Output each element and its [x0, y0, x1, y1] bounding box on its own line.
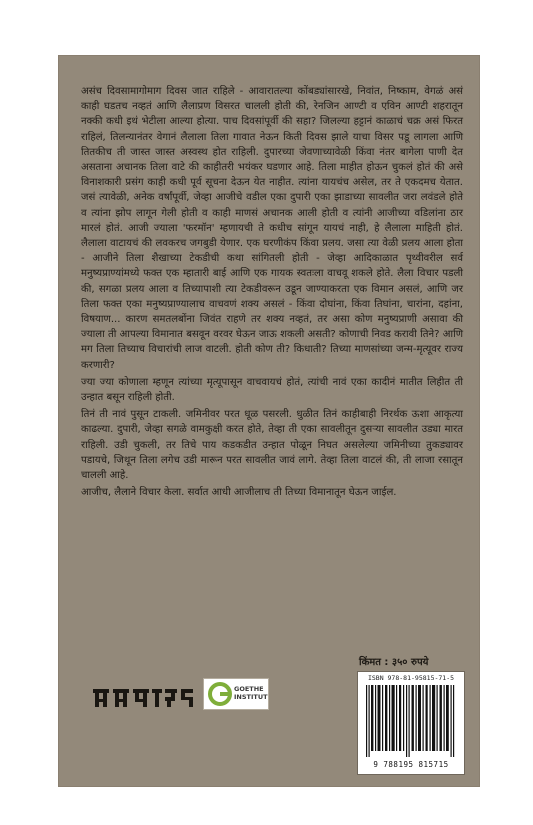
goethe-institut-logo — [203, 678, 269, 710]
publisher-logo — [93, 682, 193, 712]
goethe-emblem-icon — [207, 681, 233, 707]
barcode-label — [357, 671, 465, 775]
paragraph: ज्या ज्या कोणाला म्हणून त्यांच्या मृत्यूपासून वाचवायचं होतं, त्यांची नावं एका कादीनं मातीत लिहीत ती उन्हात बसून राहिली होती. — [81, 376, 463, 404]
price-label: किंमत : ३५० रुपये — [359, 657, 429, 668]
paragraph: असंच दिवसामागोमाग दिवस जात राहिले - आवारातल्या कोंबड्यांसारखे, निवांत, निष्काम, वेगळं असं काही घडतच नव्हतं आणि लैलाप्रण विसरत चालली होती की, रेनजिन आण्टी व एविन आण्टी शहरातून नक्की कधी इथं भेटीला आल्या होत्या. पाच दिवसांपूर्वी की सहा? जिलल्या हट्टानं काळाचं चक्र असं फिरत राहिलं, तिलन्यानंतर वेगानं लैलाला तिला गावात नेऊन किती दिवस झाले याचा विसर पडू लागला आणि तितकीच ती जास्त जास्त अस्वस्थ होत राहिली. दुपारच्या जेवणाच्यावेळी किंवा नंतर बागेला पाणी देत असताना अचानक तिला वाटे की काहीतरी भयंकर घडणार आहे. तिला माहीत होऊन चुकलं होतं की असे विनाशकारी प्रसंग काही कधी पूर्व सूचना देऊन येत नाहीत. त्यांना यायचंच असेल, तर ते एकदमच येतात. जसं त्यावेळी, अनेक वर्षांपूर्वी, जेव्हा आजीचे वडील एका दुपारी एका झाडाच्या सावलीत जरा लवंडले होते व त्यांना झोप लागून गेली होती व काही माणसं अचानक आली होती व त्यांनी आजीच्या वडिलांना ठार मारलं होतं. आजी ज्याला 'फरमॉन' म्हणायची ते कधीच सांगून यायचं नाही, हे लैलाला माहिती होतं. लैलाला वाटायचं की लवकरच जगबुडी येणार. एक घरणीकंप किंवा प्रलय. जसा त्या वेळी प्रलय आला होता - आजीने तिला शैखाच्या टेकडीची कथा सांगितली होती - जेव्हा आदिकाळात पृथ्वीवरील सर्व मनुष्यप्राण्यांमध्ये फक्त एक म्हातारी बाई आणि एक गायक स्वतःला वाचवू शकले होते. लैला विचार पडली की, सगळा प्रलय आला व तिच्यापाशी त्या टेकडीवरून उडून जाण्याकरता एक विमान असलं, आणि जर तिला फक्त एका मनुष्यप्राण्यालाच वाचवणं शक्य असलं - किंवा दोघांना, किंवा तिघांना, चारांना, दहांना, विषयाण... कारण समतलबोंना जिवंत राहणे तर शक्य नव्हतं, तर असा कोण मनुष्यप्राणी असावा की ज्याला ती आपल्या विमानात बसवून वरवर घेऊन जाऊ शकली असती? कोणाची निवड करावी तिने? आणि मग तिला तिच्याच विचारांची लाज वाटली. होती कोण ती? किधाती? तिच्या माणसांच्या जन्म-मृत्यूवर राज्य करणारी? — [81, 86, 463, 371]
goethe-text: GOETHE INSTITUT — [234, 685, 268, 701]
barcode-icon — [364, 685, 458, 757]
blurb-text — [81, 84, 463, 502]
book-back-cover — [59, 56, 479, 786]
isbn-text: ISBN 978-81-95815-71-5 — [367, 674, 455, 682]
paragraph: आजीच, लैलाने विचार केला. सर्वात आधी आजीलाच ती तिच्या विमानातून घेऊन जाईल. — [81, 487, 397, 499]
barcode-number: 9 788195 815715 — [373, 760, 449, 769]
paragraph: तिनं ती नावं पुसून टाकली. जमिनीवर परत धूळ पसरली. धुळीत तिनं काहीबाही निरर्थक ऊशा आकृत्या काढल्या. दुपारी, जेव्हा सगळे वामकुक्षी करत होते, तेव्हा ती एका सावलीतून दुसऱ्या सावलीत उड्या मारत राहिली. उडी चुकली, तर तिचे पाय कडकडीत उन्हात पोळून निघत असलेल्या जमिनीच्या तुकड्यावर पडायचे, जिथून तिला लगेच उडी मारून परत सावलीत जावं लागे. तेव्हा तिला वाटलं की, ती लाजा रसातून चालली आहे. — [81, 409, 463, 482]
